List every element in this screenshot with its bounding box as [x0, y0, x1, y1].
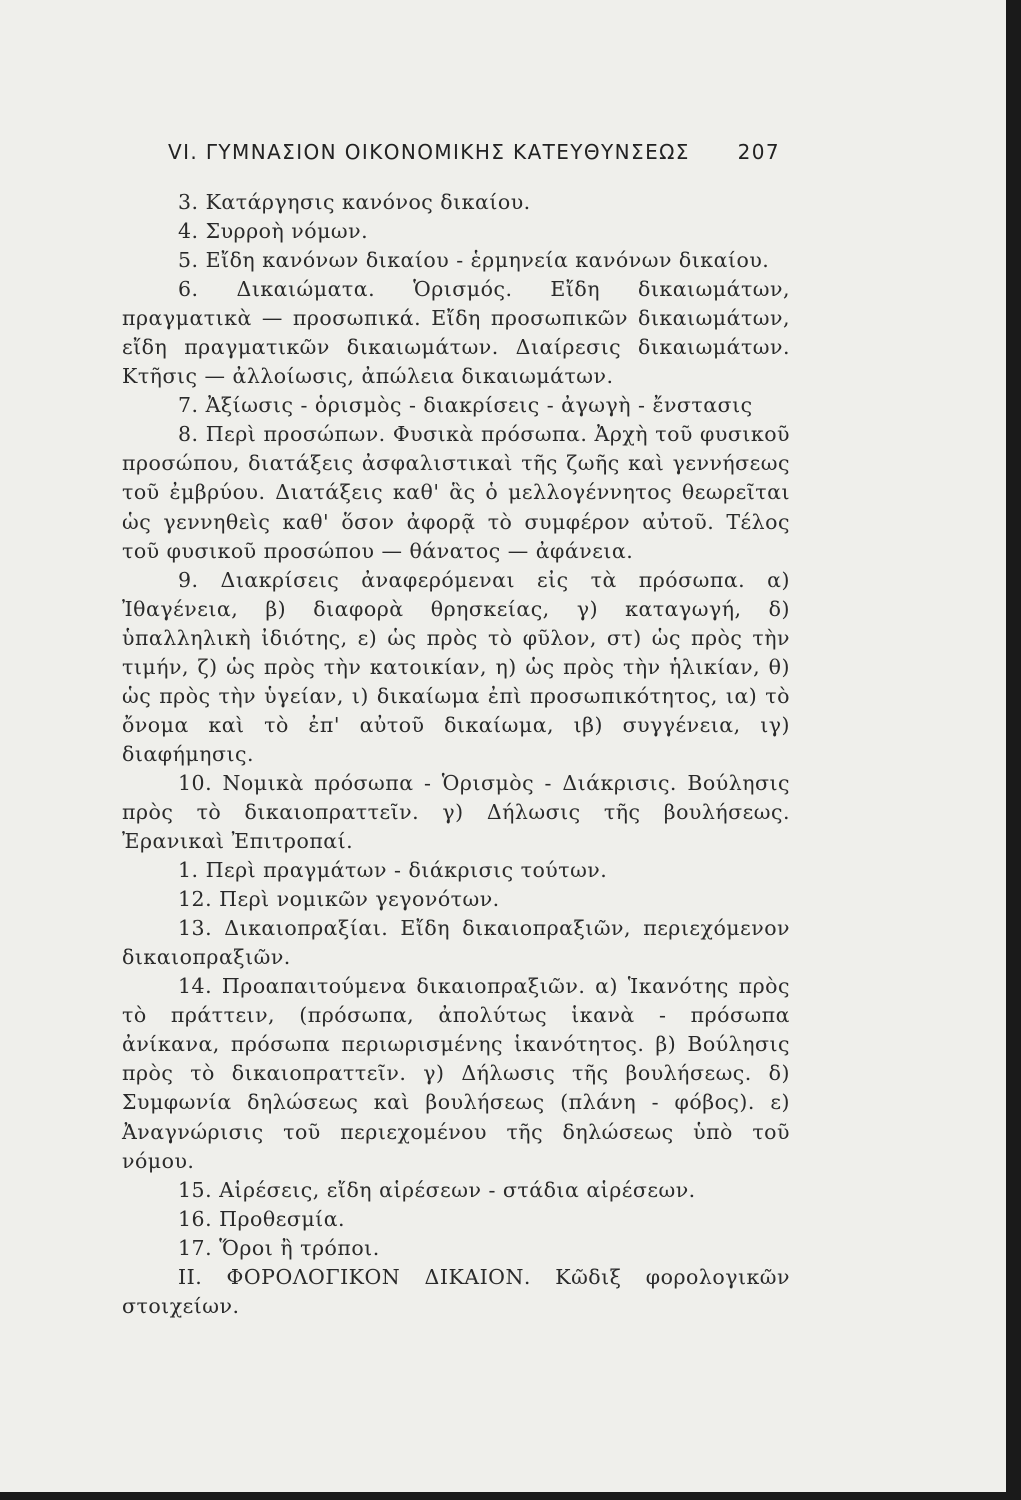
paragraph-item-17: 17. Ὅροι ἢ τρόποι. — [178, 1235, 380, 1260]
page-number: 207 — [737, 140, 780, 164]
section-heading-tax-law: II. ΦΟΡΟΛΟΓΙΚΟΝ ΔΙΚΑΙΟΝ. Κῶδιξ φορολογικῶν στοιχείων. — [122, 1264, 790, 1318]
scan-border-right — [1006, 0, 1021, 1500]
paragraph-item-9: 9. Διακρίσεις ἀναφερόμεναι εἰς τὰ πρόσωπα. α) Ἰθαγένεια, β) διαφορὰ θρησκείας, γ) καταγωγή, δ) ὑπαλληλικὴ ἰδιότης, ε) ὡς πρὸς τὸ φῦλον, στ) ὡς πρὸς τὴν τιμήν, ζ) ὡς πρὸς τὴν κατοικίαν, η) ὡς πρὸς τὴν ἡλικίαν, θ) ὡς πρὸς τὴν ὑγείαν, ι) δικαίωμα ἐπὶ προσωπικότητος, ια) τὸ ὄνομα καὶ τὸ ἐπ' αὐτοῦ δικαίωμα, ιβ) συγγένεια, ιγ) διαφήμησις. — [122, 567, 790, 766]
paragraph-item-11: 1. Περὶ πραγμάτων - διάκρισις τούτων. — [178, 858, 608, 883]
paragraph-item-6: 6. Δικαιώματα. Ὁρισμός. Εἴδη δικαιωμάτων, πραγματικὰ — προσωπικά. Εἴδη προσωπικῶν δικαιωμάτων, εἴδη πραγματικῶν δικαιωμάτων. Διαίρεσις δικαιωμάτων. Κτῆσις — ἀλλοίωσις, ἀπώλεια δικαιωμάτων. — [122, 277, 790, 389]
paragraph-item-15: 15. Αἱρέσεις, εἴδη αἱρέσεων - στάδια αἱρέσεων. — [178, 1177, 696, 1202]
paragraph-item-14: 14. Προαπαιτούμενα δικαιοπραξιῶν. α) Ἱκανότης πρὸς τὸ πράττειν, (πρόσωπα, ἀπολύτως ἱκανὰ - πρόσωπα ἀνίκανα, πρόσωπα περιωρισμένης ἱκανότητος. β) Βούλησις πρὸς τὸ δικαιοπραττεῖν. γ) Δήλωσις τῆς βουλήσεως. δ) Συμφωνία δηλώσεως καὶ βουλήσεως (πλάνη - φόβος). ε) Ἀναγνώρισις τοῦ περιεχομένου τῆς δηλώσεως ὑπὸ τοῦ νόμου. — [122, 974, 790, 1173]
paragraph-item-3: 3. Κατάργησις κανόνος δικαίου. — [178, 190, 531, 214]
paragraph-item-5: 5. Εἴδη κανόνων δικαίου - ἑρμηνεία κανόνων δικαίου. — [178, 248, 770, 273]
paragraph-item-13: 13. Δικαιοπραξίαι. Εἴδη δικαιοπραξιῶν, περιεχόμενον δικαιοπραξιῶν. — [122, 916, 790, 970]
running-header — [168, 140, 780, 164]
paragraph-item-7: 7. Ἀξίωσις - ὁρισμὸς - διακρίσεις - ἀγωγὴ - ἔνστασις — [178, 393, 753, 418]
paragraph-item-12: 12. Περὶ νομικῶν γεγονότων. — [178, 887, 500, 912]
scan-border-bottom — [0, 1492, 1006, 1500]
page-body — [122, 188, 790, 1321]
paragraph-item-4: 4. Συρροὴ νόμων. — [178, 219, 369, 244]
paragraph-item-16: 16. Προθεσμία. — [178, 1206, 346, 1231]
paragraph-item-8: 8. Περὶ προσώπων. Φυσικὰ πρόσωπα. Ἀρχὴ τοῦ φυσικοῦ προσώπου, διατάξεις ἀσφαλιστικαὶ τῆς ζωῆς καὶ γεννήσεως τοῦ ἐμβρύου. Διατάξεις καθ' ἃς ὁ μελλογέννητος θεωρεῖται ὡς γεννηθεὶς καθ' ὅσον ἀφορᾷ τὸ συμφέρον αὐτοῦ. Τέλος τοῦ φυσικοῦ προσώπου — θάνατος — ἀφάνεια. — [122, 422, 790, 563]
paragraph-item-10: 10. Νομικὰ πρόσωπα - Ὁρισμὸς - Διάκρισις. Βούλησις πρὸς τὸ δικαιοπραττεῖν. γ) Δήλωσις τῆς βουλήσεως. Ἐρανικαὶ Ἐπιτροπαί. — [122, 770, 790, 854]
section-title: VI. ΓΥΜΝΑΣΙΟΝ ΟΙΚΟΝΟΜΙΚΗΣ ΚΑΤΕΥΘΥΝΣΕΩΣ — [168, 140, 690, 164]
